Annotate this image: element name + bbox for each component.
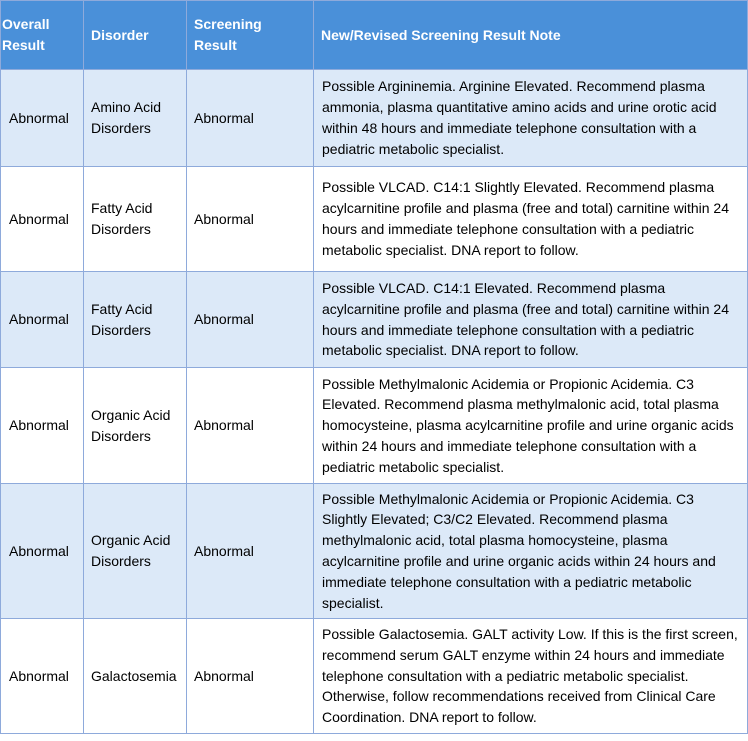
cell-screening-result: Abnormal [187,619,314,734]
cell-result-note: Possible Methylmalonic Acidemia or Propionic Acidemia. C3 Slightly Elevated; C3/C2 Elevated. Recommend plasma methylmalonic acid, total plasma homocysteine, plasma acylcarnitine profile and urine organic acids within 24 hours and immediate telephone consultation with a pediatric metabolic specialist. [314,484,748,619]
table-row [1,484,748,619]
table-row [1,368,748,484]
cell-screening-result: Abnormal [187,167,314,272]
cell-screening-result: Abnormal [187,272,314,368]
cell-disorder: Organic Acid Disorders [84,484,187,619]
cell-overall-result: Abnormal [1,484,84,619]
table-header [1,1,748,70]
cell-overall-result: Abnormal [1,167,84,272]
cell-screening-result: Abnormal [187,484,314,619]
cell-result-note: Possible Argininemia. Arginine Elevated. Recommend plasma ammonia, plasma quantitative amino acids and urine orotic acid within 48 hours and immediate telephone consultation with a pediatric metabolic specialist. [314,70,748,167]
cell-overall-result: Abnormal [1,619,84,734]
cell-overall-result: Abnormal [1,272,84,368]
cell-result-note: Possible VLCAD. C14:1 Slightly Elevated. Recommend plasma acylcarnitine profile and plasma (free and total) carnitine within 24 hours and immediate telephone consultation with a pediatric metabolic specialist. DNA report to follow. [314,167,748,272]
cell-disorder: Galactosemia [84,619,187,734]
table-row [1,167,748,272]
header-result-note: New/Revised Screening Result Note [314,1,748,70]
cell-overall-result: Abnormal [1,70,84,167]
table-row [1,70,748,167]
header-row [1,1,748,70]
cell-disorder: Amino Acid Disorders [84,70,187,167]
cell-disorder: Fatty Acid Disorders [84,167,187,272]
cell-result-note: Possible Galactosemia. GALT activity Low. If this is the first screen, recommend serum GALT enzyme within 24 hours and immediate telephone consultation with a pediatric metabolic specialist. Otherwise, follow recommendations received from Clinical Care Coordination. DNA report to follow. [314,619,748,734]
header-overall-result: Overall Result [1,1,84,70]
cell-overall-result: Abnormal [1,368,84,484]
cell-screening-result: Abnormal [187,70,314,167]
cell-screening-result: Abnormal [187,368,314,484]
header-disorder: Disorder [84,1,187,70]
cell-result-note: Possible Methylmalonic Acidemia or Propionic Acidemia. C3 Elevated. Recommend plasma methylmalonic acid, total plasma homocysteine, plasma acylcarnitine profile and urine organic acids within 24 hours and immediate telephone consultation with a pediatric metabolic specialist. [314,368,748,484]
header-screening-result: Screening Result [187,1,314,70]
cell-result-note: Possible VLCAD. C14:1 Elevated. Recommend plasma acylcarnitine profile and plasma (free and total) carnitine within 24 hours and immediate telephone consultation with a pediatric metabolic specialist. DNA report to follow. [314,272,748,368]
cell-disorder: Organic Acid Disorders [84,368,187,484]
table-row [1,272,748,368]
table-body [1,70,748,734]
table-row [1,619,748,734]
cell-disorder: Fatty Acid Disorders [84,272,187,368]
